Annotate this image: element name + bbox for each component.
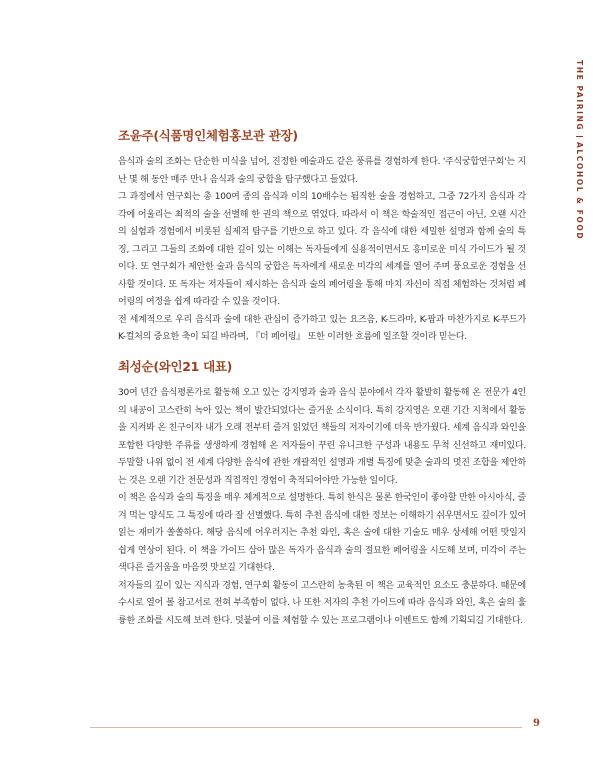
endorsement-body-2 — [118, 385, 526, 630]
running-header-separator — [576, 136, 583, 137]
page-number: 9 — [533, 718, 540, 729]
paragraph: 전 세계적으로 우리 음식과 술에 대한 관심이 증가하고 있는 요즈음, K-드라마, K-팝과 마찬가지로 K-푸드가 K-컬처의 중요한 축이 되길 바라며, 『더 페어링』 또한 이러한 흐름에 일조할 것이라 믿는다. — [118, 314, 526, 342]
paragraph: 이 책은 음식과 술의 특징을 매우 체계적으로 설명한다. 특히 한식은 물론 한국인이 좋아할 만한 아시아식, 즐겨 먹는 양식도 그 특징에 따라 잘 선별했다. 특히 추천 음식에 대한 정보는 이해하기 쉬우면서도 깊이가 있어 읽는 재미가 쏠쏠하다. 해당 음식에 어우러지는 추천 와인, 혹은 술에 대한 기술도 매우 상세해 어떤 맛일지 쉽게 연상이 된다. 이 책을 가이드 삼아 많은 독자가 음식과 술의 절묘한 페어링을 시도해 보며, 미각이 주는 색다른 즐거움을 마음껏 맛보길 기대한다. — [118, 493, 526, 573]
endorsement-body-1 — [118, 154, 526, 347]
running-header-right: ALCOHOL & FOOD — [575, 142, 584, 241]
running-header-left: THE PAIRING — [575, 60, 584, 132]
endorsement-section-1 — [118, 126, 526, 347]
endorsement-section-2 — [118, 357, 526, 630]
endorser-name-2: 최성순(와인21 대표) — [118, 359, 233, 374]
paragraph: 저자들의 깊이 있는 지식과 경험, 연구회 활동이 고스란히 농축된 이 책은 교육적인 요소도 충분하다. 때문에 수시로 열어 볼 참고서로 전혀 부족함이 없다. 나 또한 저자의 추천 가이드에 따라 음식과 와인, 혹은 술의 훌륭한 조화를 시도해 보려 한다. 덧붙여 이를 체험할 수 있는 프로그램이나 이벤트도 함께 기획되길 기대한다. — [118, 580, 526, 626]
paragraph: 음식과 술의 조화는 단순한 미식을 넘어, 진정한 예술과도 같은 풍류를 경험하게 한다. '주식궁합연구회'는 지난 몇 해 동안 매주 만나 음식과 술의 궁합을 탐구했다고 들었다. — [118, 157, 526, 185]
running-header — [575, 60, 584, 240]
endorser-name-1: 조윤주(식품명인체험홍보관 관장) — [118, 128, 298, 143]
paragraph: 30여 년간 음식평론가로 활동해 오고 있는 강지영과 술과 음식 분야에서 각자 활발히 활동해 온 전문가 4인의 내공이 고스란히 녹아 있는 책이 발간되었다는 즐거운 소식이다. 특히 강지영은 오랜 기간 지척에서 활동을 지켜봐 온 친구이자 내가 오래 전부터 즐겨 읽었던 책들의 저자이기에 더욱 반가웠다. 세계 음식과 와인을 포함한 다양한 주류를 생생하게 경험해 온 저자들이 꾸린 유니크한 구성과 내용도 무척 신선하고 재미있다. 두말할 나위 없이 전 세계 다양한 음식에 관한 개괄적인 설명과 개별 특징에 맞춘 술과의 멋진 조합을 제안하는 것은 오랜 기간 전문성과 직접적인 경험이 축적되어야만 가능한 일이다. — [118, 388, 526, 486]
footer-divider — [90, 727, 522, 728]
paragraph: 그 과정에서 연구회는 총 100여 종의 음식과 이의 10배수는 됨직한 술을 경험하고, 그중 72가지 음식과 각각에 어울리는 최적의 술을 선별해 한 권의 책으로 엮었다. 따라서 이 책은 학술적인 접근이 아닌, 오랜 시간의 실험과 경험에서 비롯된 실제적 탐구를 기반으로 하고 있다. 각 음식에 대한 세밀한 설명과 함께 술의 특징, 그리고 그들의 조화에 대한 깊이 있는 이해는 독자들에게 실용적이면서도 흥미로운 미식 가이드가 될 것이다. 또 연구회가 제안한 술과 음식의 궁합은 독자에게 새로운 미각의 세계를 열어 주며 풍요로운 경험을 선사할 것이다. 또 독자는 저자들이 제시하는 음식과 술의 페어링을 통해 마치 자신이 직접 체험하는 것처럼 페어링의 여정을 쉽게 따라갈 수 있을 것이다. — [118, 192, 526, 307]
